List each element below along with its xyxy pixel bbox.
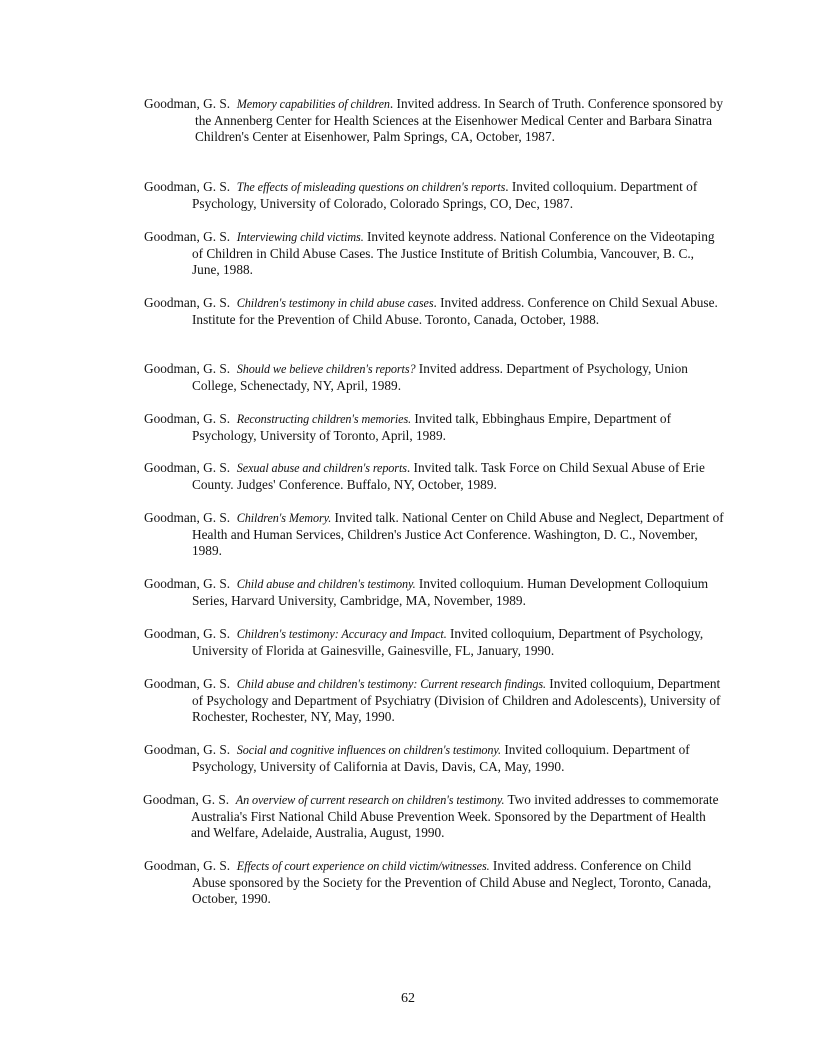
citation-author: Goodman, G. S. xyxy=(144,295,231,310)
citation-author: Goodman, G. S. xyxy=(144,858,231,873)
citation-entry xyxy=(144,510,724,560)
citation-author: Goodman, G. S. xyxy=(144,179,231,194)
citation-details: Invited colloquium, Department of Psychology, University of Florida at Gainesville, Gainesville, FL, January, 1990. xyxy=(192,626,704,658)
citation-details: Invited address. Conference on Child Abuse sponsored by the Society for the Prevention of Child Abuse and Neglect, Toronto, Canada, October, 1990. xyxy=(192,858,712,907)
citation-author: Goodman, G. S. xyxy=(144,411,231,426)
citation-details: . Invited address. Conference on Child Sexual Abuse. Institute for the Prevention of Child Abuse. Toronto, Canada, October, 1988. xyxy=(192,295,718,327)
citation-title: The effects of misleading questions on children's reports xyxy=(236,180,506,194)
citation-entry xyxy=(144,460,724,493)
citation-author: Goodman, G. S. xyxy=(144,510,231,525)
citation-entry xyxy=(144,742,724,775)
citation-author: Goodman, G. S. xyxy=(144,626,231,641)
citation-details: Invited colloquium. Department of Psychology, University of California at Davis, Davis, CA, May, 1990. xyxy=(192,742,690,774)
citation-entry xyxy=(144,229,724,279)
citation-details: Invited talk, Ebbinghaus Empire, Department of Psychology, University of Toronto, April, 1989. xyxy=(192,411,672,443)
page-number: 62 xyxy=(401,991,415,1006)
citation-entry xyxy=(144,295,724,328)
citation-details: Invited colloquium. Human Development Colloquium Series, Harvard University, Cambridge, MA, November, 1989. xyxy=(192,576,709,608)
citation-entry xyxy=(144,411,724,444)
citation-details: Invited talk. National Center on Child Abuse and Neglect, Department of Health and Human Services, Children's Justice Act Conference. Washington, D. C., November, 1989. xyxy=(192,510,724,559)
citation-title: Effects of court experience on child victim/witnesses. xyxy=(236,859,490,873)
citation-details: . Invited colloquium. Department of Psychology, University of Colorado, Colorado Springs, CO, Dec, 1987. xyxy=(192,179,698,211)
citation-title: Sexual abuse and children's reports xyxy=(236,461,407,475)
citation-entry xyxy=(144,576,724,609)
citation-entry xyxy=(144,361,724,394)
citation-title: Memory capabilities of children xyxy=(236,97,390,111)
citation-entry xyxy=(144,96,724,146)
citation-details: . Invited address. In Search of Truth. Conference sponsored by the Annenberg Center for Health Sciences at the Eisenhower Medical Center and Barbara Sinatra Children's Center at Eisenhower, Palm Springs, CA, October, 1987. xyxy=(195,96,723,145)
citation-title: Interviewing child victims. xyxy=(236,230,364,244)
citation-details: Invited keynote address. National Conference on the Videotaping of Children in Child Abuse Cases. The Justice Institute of British Columbia, Vancouver, B. C., June, 1988. xyxy=(192,229,715,278)
citation-author: Goodman, G. S. xyxy=(144,460,231,475)
citation-details: Invited colloquium, Department of Psychology and Department of Psychiatry (Division of Children and Adolescents), University of Rochester, Rochester, NY, May, 1990. xyxy=(192,676,721,725)
citation-title: Children's testimony in child abuse cases xyxy=(236,296,434,310)
citation-title: Child abuse and children's testimony. xyxy=(236,577,416,591)
citation-title: An overview of current research on children's testimony. xyxy=(235,793,505,807)
citation-title: Reconstructing children's memories. xyxy=(236,412,412,426)
citation-author: Goodman, G. S. xyxy=(143,792,230,807)
citation-details: . Invited talk. Task Force on Child Sexual Abuse of Erie County. Judges' Conference. Buffalo, NY, October, 1989. xyxy=(192,460,705,492)
citation-entry xyxy=(144,626,724,659)
citation-author: Goodman, G. S. xyxy=(144,96,231,111)
citation-title: Children's testimony: Accuracy and Impact. xyxy=(236,627,447,641)
citation-entry xyxy=(144,858,724,908)
citation-details: Invited address. Department of Psychology, Union College, Schenectady, NY, April, 1989. xyxy=(192,361,688,393)
citation-author: Goodman, G. S. xyxy=(144,676,231,691)
citation-title: Children's Memory. xyxy=(236,511,332,525)
citation-title: Should we believe children's reports? xyxy=(236,362,416,376)
citation-entry xyxy=(144,179,724,212)
citation-details: Two invited addresses to commemorate Australia's First National Child Abuse Prevention Week. Sponsored by the Department of Health and Welfare, Adelaide, Australia, August, 1990. xyxy=(191,792,719,841)
citation-title: Child abuse and children's testimony: Current research findings. xyxy=(236,677,546,691)
citation-entry xyxy=(143,792,723,842)
citation-author: Goodman, G. S. xyxy=(144,361,231,376)
citation-entry xyxy=(144,676,724,726)
citation-author: Goodman, G. S. xyxy=(144,576,231,591)
citation-title: Social and cognitive influences on children's testimony. xyxy=(236,743,502,757)
citation-author: Goodman, G. S. xyxy=(144,229,231,244)
citation-author: Goodman, G. S. xyxy=(144,742,231,757)
